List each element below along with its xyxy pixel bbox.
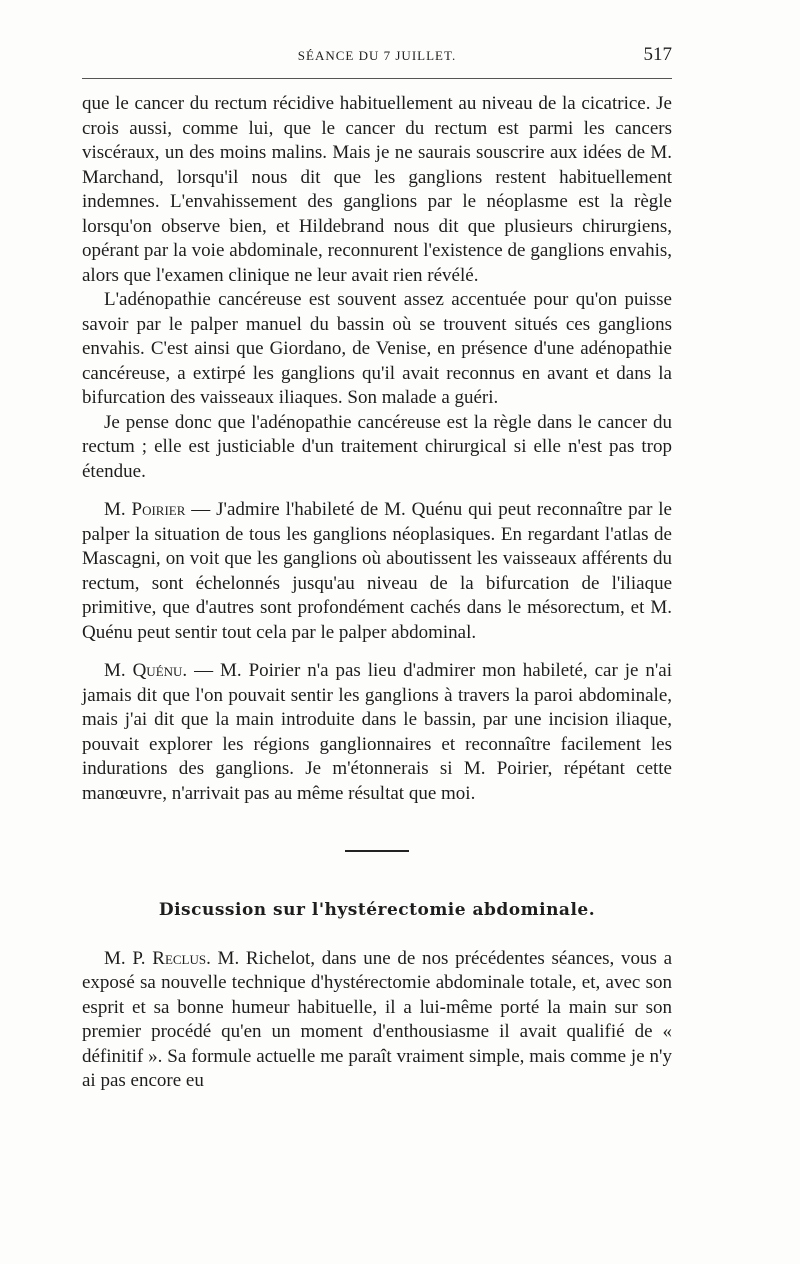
- section-divider: [345, 850, 409, 852]
- remark-text: . M. Richelot, dans une de nos précédentes séances, vous a exposé sa nouvelle technique d'hystérectomie abdominale totale, et, avec son esprit et sa bonne humeur habituelle, il a lui-même porté la main sur son premier procédé qu'en un moment d'enthousiasme il avait qualifié de « définitif ». Sa formule actuelle me paraît vraiment simple, mais comme je n'y ai pas encore eu: [82, 947, 672, 1091]
- section-title: Discussion sur l'hystérectomie abdominale.: [158, 900, 596, 920]
- paragraph-1: que le cancer du rectum récidive habituellement au niveau de la cicatrice. Je crois aussi, comme lui, que le cancer du rectum est parmi les cancers viscéraux, un des moins malins. Mais je ne saurais souscrire aux idées de M. Marchand, lorsqu'il nous dit que les ganglions restent habituellement indemnes. L'envahissement des ganglions par le néoplasme est la règle lorsqu'on observe bien, et Hildebrand nous dit que plusieurs chirurgiens, opérant par la voie abdominale, reconnurent l'existence de ganglions envahis, alors que l'examen clinique ne leur avait rien révélé.: [82, 93, 672, 286]
- header-rule: [82, 78, 672, 79]
- header-title: SÉANCE DU 7 JUILLET.: [297, 48, 457, 63]
- quenu-remark: [82, 659, 672, 806]
- page-number: 517: [643, 44, 672, 65]
- running-header: [82, 44, 672, 72]
- speaker-name: Reclus: [152, 947, 207, 969]
- speaker-name: Quénu: [132, 660, 183, 681]
- body-text: [82, 92, 672, 1094]
- speaker-prefix: M. P.: [104, 947, 153, 969]
- paragraph-2: L'adénopathie cancéreuse est souvent assez accentuée pour qu'on puisse savoir par le palper manuel du bassin où se trouvent situés ces ganglions envahis. C'est ainsi que Giordano, de Venise, en présence d'une adénopathie cancéreuse, a extirpé les ganglions qu'il avait reconnus en avant et dans la bifurcation des vaisseaux iliaques. Son malade a guéri.: [82, 289, 672, 408]
- reclus-remark: [82, 947, 672, 1094]
- remark-text: — J'admire l'habileté de M. Quénu qui peut reconnaître par le palper la situation de tous les ganglions néoplasiques. En regardant l'atlas de Mascagni, on voit que les ganglions où aboutissent les vaisseaux afférents du rectum, sont échelonnés jusqu'au niveau de la bifurcation de l'iliaque primitive, que d'autres sont profondément cachés dans le mésorectum, et M. Quénu peut sentir tout cela par le palper abdominal.: [82, 499, 672, 643]
- paragraph-3: Je pense donc que l'adénopathie cancéreuse est la règle dans le cancer du rectum ; elle est justiciable d'un traitement chirurgical si elle n'est pas trop étendue.: [82, 411, 672, 482]
- remark-text: . — M. Poirier n'a pas lieu d'admirer mon habileté, car je n'ai jamais dit que l'on pouvait sentir les ganglions à travers la paroi abdominale, mais j'ai dit que la main introduite dans le bassin, par une incision iliaque, pouvait explorer les régions ganglionnaires et reconnaître facilement les indurations des ganglions. Je m'étonnerais si M. Poirier, répétant cette manœuvre, n'arrivait pas au même résultat que moi.: [82, 660, 672, 804]
- speaker-prefix: M.: [104, 499, 132, 520]
- speaker-prefix: M.: [104, 660, 133, 681]
- speaker-name: Poirier: [131, 499, 186, 520]
- poirier-remark: [82, 498, 672, 645]
